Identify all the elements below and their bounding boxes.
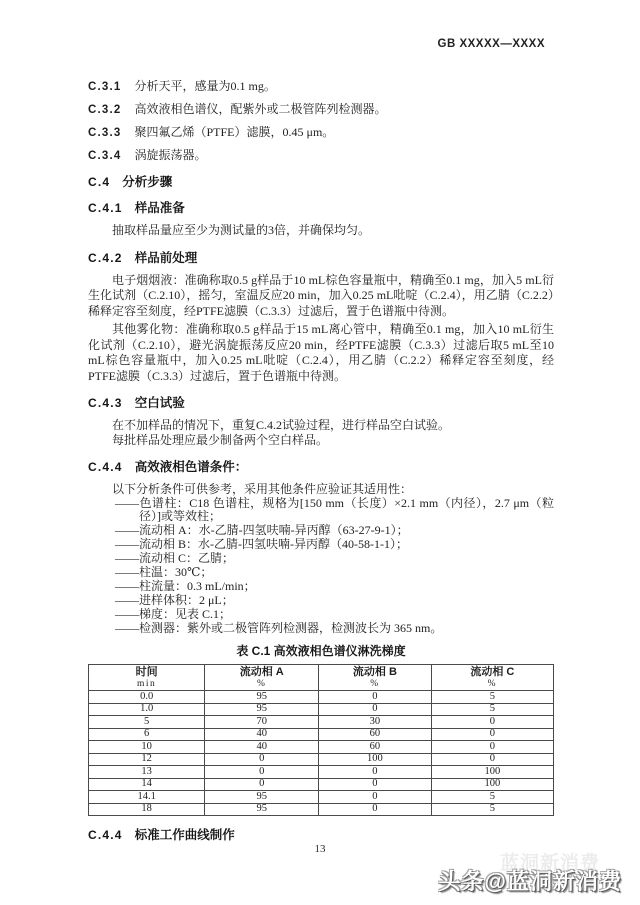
clause-text: 高效液相色谱仪，配紫外或二极管阵列检测器。 (134, 102, 387, 116)
condition-item: ——检测器：紫外或二极管阵列检测器，检测波长为 365 nm。 (115, 621, 443, 635)
section-title: 分析步骤 (122, 175, 173, 189)
table-row (89, 691, 554, 704)
condition-item: ——流动相 C：乙腈； (115, 551, 235, 565)
table-header-cell (205, 665, 319, 691)
column-unit: % (487, 679, 498, 689)
table-cell: 0 (205, 753, 319, 766)
table-cell: 0 (205, 766, 319, 779)
section-heading-c43 (88, 396, 554, 410)
table-cell: 5 (89, 716, 205, 729)
clause-text: 涡旋振荡器。 (134, 148, 207, 162)
table-cell: 95 (205, 803, 319, 816)
section-heading-c44b (88, 828, 554, 842)
watermark: 头条@蓝洞新消费 (438, 869, 622, 894)
document-body (88, 80, 554, 850)
column-unit: % (257, 679, 267, 689)
column-name: 流动相 A (239, 666, 284, 678)
paragraph: 每批样品处理应最少制备两个空白样品。 (112, 433, 329, 447)
clause-text: 分析天平，感量为0.1 mg。 (134, 79, 276, 93)
table-cell: 0 (319, 803, 432, 816)
conditions-intro: 以下分析条件可供参考，采用其他条件应验证其适用性： (112, 482, 413, 496)
section-number: C.4.1 (88, 201, 123, 215)
table-cell: 6 (89, 728, 205, 741)
page-number: 13 (314, 843, 326, 855)
table-header-row (89, 665, 554, 691)
section-number: C.4.2 (88, 250, 123, 265)
table-cell: 0.0 (89, 691, 205, 704)
table-caption: 表 C.1 高效液相色谱仪淋洗梯度 (236, 644, 406, 658)
table-cell: 18 (89, 803, 205, 816)
table-cell: 14 (89, 778, 205, 791)
gradient-table (88, 664, 554, 816)
table-cell: 0 (319, 778, 432, 791)
table-cell: 60 (319, 728, 432, 741)
clause-number: C.3.4 (88, 150, 122, 162)
table-row (89, 766, 554, 779)
section-heading-c44 (88, 460, 554, 474)
table-header-cell (431, 665, 553, 691)
table-cell: 5 (431, 803, 553, 816)
table-row (89, 741, 554, 754)
section-title: 标准工作曲线制作 (134, 828, 235, 842)
table-cell: 30 (319, 716, 432, 729)
clause-number: C.3.2 (88, 104, 122, 116)
condition-item: ——色谱柱：C18 色谱柱，规格为[150 mm（长度）×2.1 mm（内径），2.7 μm（粒径）]或等效柱； (115, 496, 554, 523)
table-row (89, 803, 554, 816)
table-row (89, 703, 554, 716)
table-cell: 12 (89, 753, 205, 766)
table-cell: 14.1 (89, 791, 205, 804)
table-cell: 100 (431, 766, 553, 779)
table-row (89, 716, 554, 729)
section-number: C.4.3 (88, 396, 123, 410)
table-cell: 95 (205, 791, 319, 804)
condition-item: ——梯度：见表 C.1； (115, 607, 232, 621)
section-number: C.4.4 (88, 828, 123, 842)
table-cell: 5 (431, 791, 553, 804)
table-cell: 5 (431, 691, 553, 704)
doc-code: GB XXXXX—XXXX (437, 38, 545, 50)
clause-c3-1 (88, 80, 554, 94)
table-cell: 0 (319, 703, 432, 716)
watermark-ghost: 蓝洞新消费 (499, 853, 600, 874)
table-row (89, 778, 554, 791)
conditions-list (88, 497, 554, 635)
table-cell: 0 (431, 728, 553, 741)
condition-item: ——柱温：30℃； (115, 565, 213, 579)
table-row (89, 728, 554, 741)
column-unit: % (370, 679, 380, 689)
condition-item: ——柱流量：0.3 mL/min； (115, 579, 256, 593)
paragraph: 其他雾化物：准确称取0.5 g样品于15 mL离心管中，精确至0.1 mg，加入10 mL衍生化试剂（C.2.10），避光涡旋振荡反应20 min，经PTFE滤膜（C.3.3）过滤后取5 mL至10 mL棕色容量瓶中，加入0.25 mL吡啶（C.2.4），用乙腈（C.2.2）稀释定容至刻度，经PTFE滤膜（C.3.3）过滤后，置于色谱瓶中待测。 (88, 322, 554, 383)
table-cell: 0 (319, 766, 432, 779)
paragraph: 抽取样品量应至少为测试量的3倍，并确保均匀。 (112, 223, 371, 237)
section-number: C.4 (88, 175, 111, 189)
section-number: C.4.4 (88, 460, 123, 474)
section-heading-c4 (88, 175, 554, 189)
table-cell: 0 (319, 691, 432, 704)
section-title: 样品前处理 (134, 250, 198, 265)
table-cell: 0 (205, 778, 319, 791)
section-title: 样品准备 (134, 201, 185, 215)
column-name: 时间 (135, 666, 158, 678)
table-cell: 0 (431, 741, 553, 754)
condition-item: ——进样体积：2 μL； (115, 593, 234, 607)
table-cell: 0 (431, 753, 553, 766)
table-cell: 0 (319, 791, 432, 804)
section-title: 高效液相色谱条件： (134, 460, 248, 474)
table-row (89, 753, 554, 766)
table-cell: 70 (205, 716, 319, 729)
section-heading-c41 (88, 201, 554, 215)
clause-c3-3 (88, 126, 554, 140)
table-header-cell (89, 665, 205, 691)
clause-number: C.3.1 (88, 81, 122, 93)
table-cell: 0 (431, 716, 553, 729)
clause-c3-4 (88, 149, 554, 163)
table-cell: 60 (319, 741, 432, 754)
table-cell: 1.0 (89, 703, 205, 716)
clause-number: C.3.3 (88, 127, 122, 139)
paragraph: 电子烟烟液：准确称取0.5 g样品于10 mL棕色容量瓶中，精确至0.1 mg，加入5 mL衍生化试剂（C.2.10），摇匀，室温反应20 min，加入0.25 mL吡啶（C.2.4），用乙腈（C.2.2）稀释定容至刻度，经PTFE滤膜（C.3.3）过滤后，置于色谱瓶中待测。 (88, 272, 554, 318)
table-cell: 100 (319, 753, 432, 766)
table-cell: 10 (89, 741, 205, 754)
table-header-cell (319, 665, 432, 691)
paragraph: 在不加样品的情况下，重复C.4.2试验过程，进行样品空白试验。 (112, 418, 451, 432)
table-cell: 100 (431, 778, 553, 791)
condition-item: ——流动相 A：水-乙腈-四氢呋喃-异丙醇（63-27-9-1）； (115, 523, 409, 537)
table-row (89, 791, 554, 804)
table-cell: 13 (89, 766, 205, 779)
column-unit: min (136, 679, 157, 689)
column-name: 流动相 B (352, 666, 397, 678)
table-cell: 40 (205, 728, 319, 741)
section-title: 空白试验 (134, 396, 185, 410)
clause-c3-2 (88, 103, 554, 117)
table-cell: 5 (431, 703, 553, 716)
gradient-table-body (89, 691, 554, 816)
table-cell: 95 (205, 703, 319, 716)
clause-text: 聚四氟乙烯（PTFE）滤膜，0.45 μm。 (134, 125, 335, 139)
column-name: 流动相 C (470, 666, 515, 678)
table-cell: 40 (205, 741, 319, 754)
condition-item: ——流动相 B：水-乙腈-四氢呋喃-异丙醇（40-58-1-1）； (115, 537, 408, 551)
section-heading-c42 (88, 251, 554, 265)
table-cell: 95 (205, 691, 319, 704)
